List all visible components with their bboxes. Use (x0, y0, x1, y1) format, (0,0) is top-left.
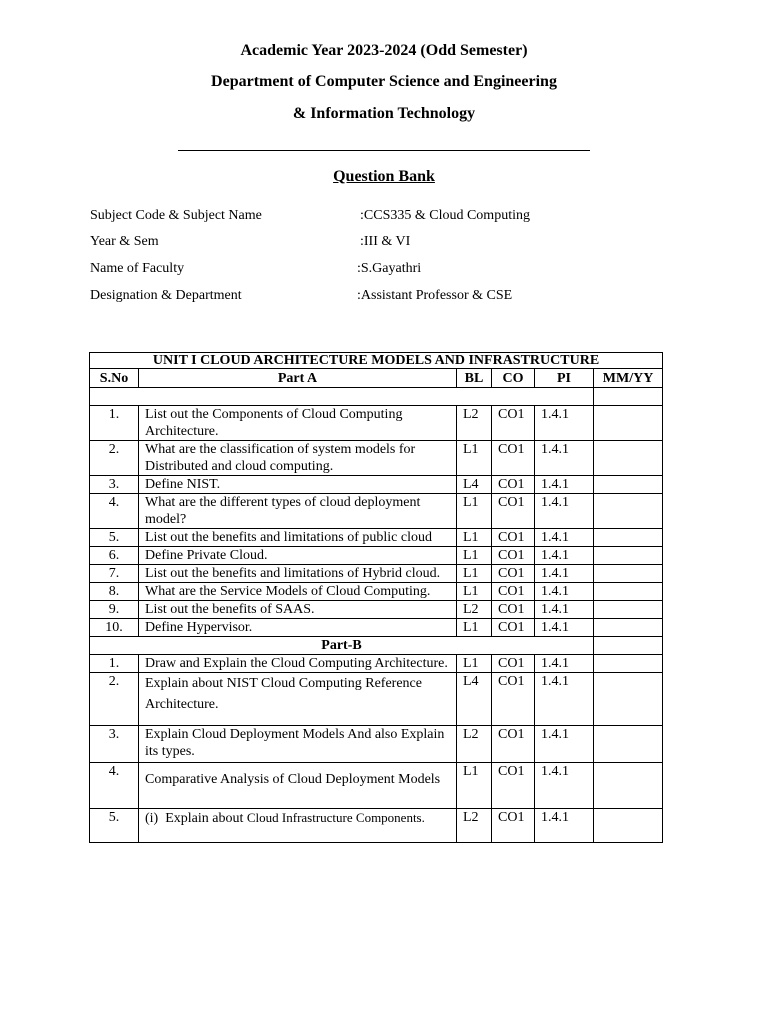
row-bl: L2 (457, 726, 492, 763)
row-co: CO1 (492, 529, 535, 547)
row-pi: 1.4.1 (535, 809, 594, 843)
info-value-year: :III & VI (360, 234, 411, 249)
row-co: CO1 (492, 547, 535, 565)
table-row (90, 476, 663, 494)
row-sno: 7. (90, 565, 139, 583)
header-sno: S.No (90, 369, 139, 388)
row-pi: 1.4.1 (535, 726, 594, 763)
row-pi: 1.4.1 (535, 673, 594, 726)
row-sno: 1. (90, 406, 139, 441)
header-mm-yy: MM/YY (594, 369, 663, 388)
row-sno: 1. (90, 655, 139, 673)
header-part-a: Part A (139, 369, 457, 388)
row-pi: 1.4.1 (535, 441, 594, 476)
row-mm-yy (594, 529, 663, 547)
row-mm-yy (594, 494, 663, 529)
info-label-designation: Designation & Department (90, 288, 242, 303)
row-sno: 5. (90, 529, 139, 547)
row-mm-yy (594, 655, 663, 673)
row-sno: 8. (90, 583, 139, 601)
row-co: CO1 (492, 655, 535, 673)
table-row (90, 494, 663, 529)
row-bl: L2 (457, 406, 492, 441)
row-bl: L1 (457, 619, 492, 637)
row-mm-yy (594, 809, 663, 843)
row-question-text: Cloud Infrastructure Components. (246, 810, 425, 825)
row-question: List out the benefits and limitations of public cloud (139, 529, 457, 547)
part-b-heading: Part-B (90, 637, 594, 655)
row-question: List out the Components of Cloud Computing Architecture. (139, 406, 457, 441)
row-question: Explain about NIST Cloud Computing Reference Architecture. (139, 673, 457, 726)
row-mm-yy (594, 406, 663, 441)
row-question-prefix: (i) Explain about (145, 811, 247, 826)
table-row (90, 583, 663, 601)
info-value-subject: :CCS335 & Cloud Computing (360, 208, 530, 223)
row-pi: 1.4.1 (535, 655, 594, 673)
row-mm-yy (594, 547, 663, 565)
table-row (90, 441, 663, 476)
row-mm-yy (594, 726, 663, 763)
table-row (90, 763, 663, 809)
row-sno: 10. (90, 619, 139, 637)
department-heading: Department of Computer Science and Engineering (211, 73, 557, 90)
row-question: What are the Service Models of Cloud Computing. (139, 583, 457, 601)
table-row (90, 601, 663, 619)
row-mm-yy (594, 763, 663, 809)
row-question: Define Private Cloud. (139, 547, 457, 565)
row-mm-yy (594, 601, 663, 619)
row-sno: 3. (90, 726, 139, 763)
academic-year-heading: Academic Year 2023-2024 (Odd Semester) (240, 42, 528, 59)
row-bl: L1 (457, 441, 492, 476)
header-pi: PI (535, 369, 594, 388)
row-pi: 1.4.1 (535, 529, 594, 547)
row-sno: 5. (90, 809, 139, 843)
header-bl: BL (457, 369, 492, 388)
row-co: CO1 (492, 601, 535, 619)
row-bl: L1 (457, 547, 492, 565)
row-pi: 1.4.1 (535, 476, 594, 494)
row-co: CO1 (492, 583, 535, 601)
row-co: CO1 (492, 441, 535, 476)
divider-line (178, 150, 590, 151)
row-pi: 1.4.1 (535, 583, 594, 601)
row-bl: L1 (457, 583, 492, 601)
row-question: Define NIST. (139, 476, 457, 494)
table-row (90, 547, 663, 565)
row-pi: 1.4.1 (535, 406, 594, 441)
row-co: CO1 (492, 476, 535, 494)
table-row (90, 406, 663, 441)
row-sno: 2. (90, 673, 139, 726)
header-co: CO (492, 369, 535, 388)
info-value-designation: :Assistant Professor & CSE (357, 288, 513, 303)
row-bl: L1 (457, 763, 492, 809)
row-co: CO1 (492, 726, 535, 763)
row-bl: L4 (457, 476, 492, 494)
row-bl: L1 (457, 494, 492, 529)
row-bl: L2 (457, 809, 492, 843)
row-pi: 1.4.1 (535, 494, 594, 529)
row-pi: 1.4.1 (535, 547, 594, 565)
row-pi: 1.4.1 (535, 619, 594, 637)
page-title: Question Bank (333, 168, 435, 185)
row-sno: 4. (90, 763, 139, 809)
row-pi: 1.4.1 (535, 565, 594, 583)
row-co: CO1 (492, 673, 535, 726)
table-row (90, 726, 663, 763)
row-question: List out the benefits and limitations of Hybrid cloud. (139, 565, 457, 583)
row-pi: 1.4.1 (535, 763, 594, 809)
info-label-subject: Subject Code & Subject Name (90, 208, 262, 223)
row-mm-yy (594, 673, 663, 726)
row-question: What are the classification of system models for Distributed and cloud computing. (139, 441, 457, 476)
row-co: CO1 (492, 809, 535, 843)
row-mm-yy (594, 583, 663, 601)
row-mm-yy (594, 476, 663, 494)
info-label-year: Year & Sem (90, 234, 159, 249)
row-mm-yy (594, 619, 663, 637)
row-bl: L1 (457, 565, 492, 583)
row-sno: 4. (90, 494, 139, 529)
row-question: Define Hypervisor. (139, 619, 457, 637)
row-mm-yy (594, 441, 663, 476)
row-co: CO1 (492, 565, 535, 583)
row-co: CO1 (492, 406, 535, 441)
row-bl: L1 (457, 529, 492, 547)
table-row (90, 673, 663, 726)
info-label-faculty: Name of Faculty (90, 261, 185, 276)
row-sno: 3. (90, 476, 139, 494)
row-question: Explain Cloud Deployment Models And also Explain its types. (139, 726, 457, 763)
unit-title: UNIT I CLOUD ARCHITECTURE MODELS AND INFRASTRUCTURE (90, 353, 663, 369)
table-row (90, 655, 663, 673)
row-question (139, 809, 457, 843)
row-bl: L1 (457, 655, 492, 673)
row-bl: L4 (457, 673, 492, 726)
row-sno: 9. (90, 601, 139, 619)
table-row (90, 619, 663, 637)
spacer-row (90, 388, 663, 406)
row-co: CO1 (492, 494, 535, 529)
row-sno: 2. (90, 441, 139, 476)
row-question: What are the different types of cloud deployment model? (139, 494, 457, 529)
row-sno: 6. (90, 547, 139, 565)
row-co: CO1 (492, 763, 535, 809)
question-table (89, 352, 663, 843)
info-value-faculty: :S.Gayathri (357, 261, 422, 276)
table-row (90, 565, 663, 583)
row-pi: 1.4.1 (535, 601, 594, 619)
row-mm-yy (594, 565, 663, 583)
row-co: CO1 (492, 619, 535, 637)
row-question: Draw and Explain the Cloud Computing Architecture. (139, 655, 457, 673)
row-mm-yy (594, 637, 663, 655)
row-question: Comparative Analysis of Cloud Deployment Models (139, 763, 457, 809)
table-row (90, 529, 663, 547)
department-heading-continued: & Information Technology (292, 105, 476, 122)
table-row (90, 809, 663, 843)
row-bl: L2 (457, 601, 492, 619)
row-question: List out the benefits of SAAS. (139, 601, 457, 619)
